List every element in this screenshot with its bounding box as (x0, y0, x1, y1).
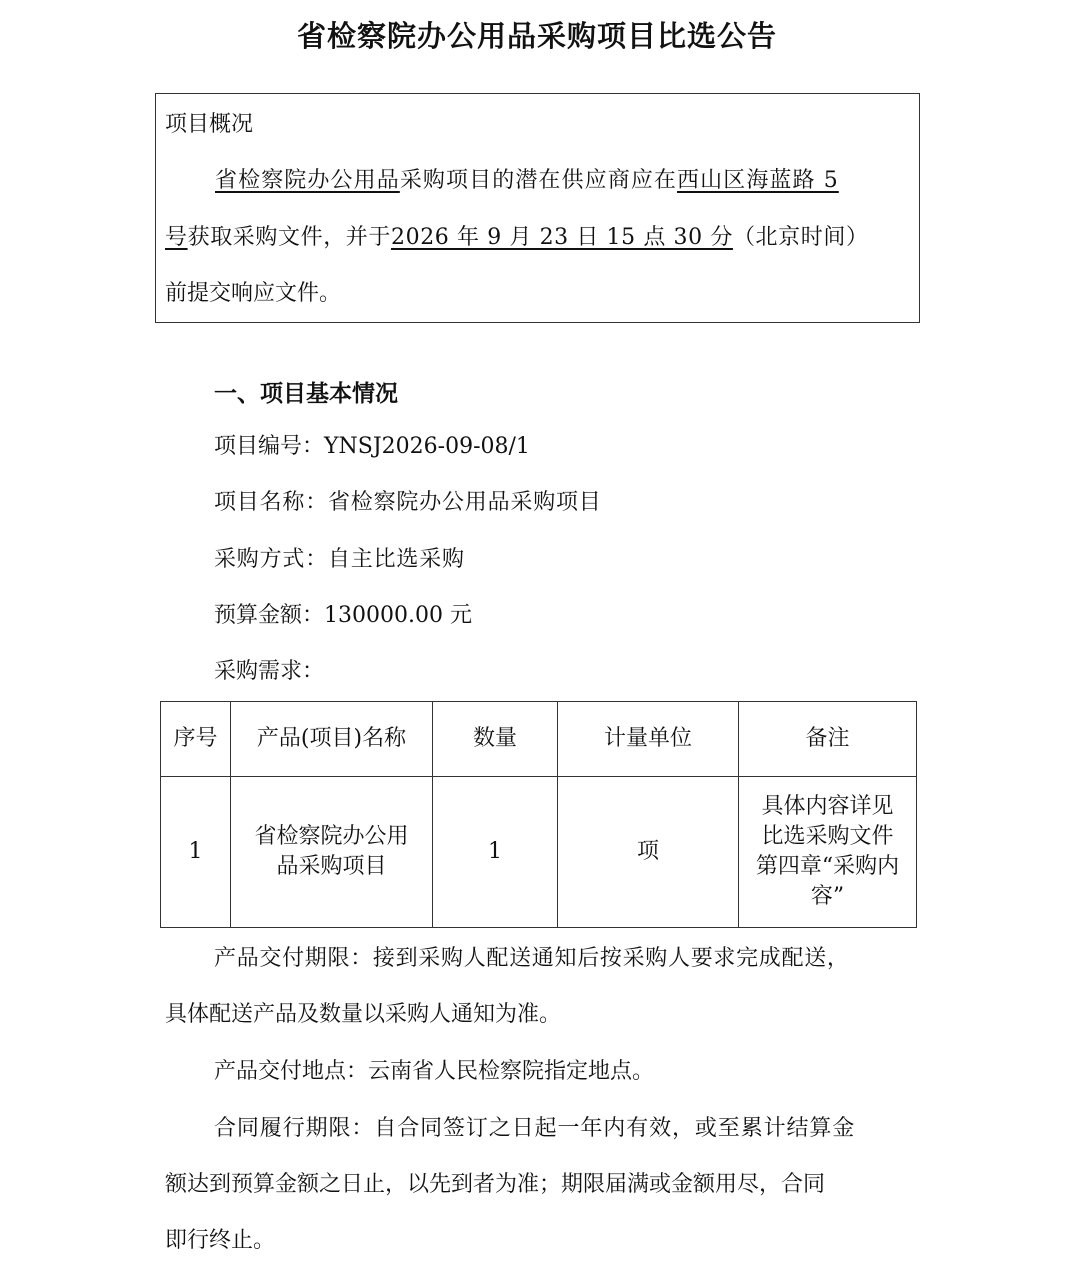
header-unit: 计量单位 (558, 702, 739, 777)
contract-period-line-3: 即行终止。 (165, 1228, 276, 1253)
cell-name: 省检察院办公用品采购项目 (231, 777, 433, 928)
overview-text: 获取采购文件，并于 (187, 225, 392, 250)
overview-timezone: （北京时间） (732, 225, 869, 250)
delivery-place: 产品交付地点：云南省人民检察院指定地点。 (214, 1059, 655, 1084)
contract-period-line-1: 合同履行期限：自合同签订之日起一年内有效，或至累计结算金 (214, 1116, 856, 1141)
overview-heading: 项目概况 (165, 112, 254, 137)
budget-amount: 预算金额：130000.00 元 (214, 603, 472, 628)
section-heading: 一、项目基本情况 (214, 381, 398, 407)
project-number: 项目编号：YNSJ2026-09-08/1 (214, 434, 530, 459)
header-note: 备注 (739, 702, 917, 777)
header-qty: 数量 (433, 702, 558, 777)
page-title: 省检察院办公用品采购项目比选公告 (296, 19, 777, 53)
contract-period-line-2: 额达到预算金额之日止，以先到者为准；期限届满或金额用尽，合同 (165, 1172, 826, 1197)
header-name: 产品(项目)名称 (231, 702, 433, 777)
requirement-table (160, 701, 917, 928)
delivery-period-line-2: 具体配送产品及数量以采购人通知为准。 (165, 1002, 562, 1027)
requirement-label: 采购需求： (214, 659, 325, 684)
overview-line-3: 前提交响应文件。 (165, 281, 342, 306)
overview-address: 西山区海蓝路 5 (677, 168, 839, 193)
overview-text: 采购项目的潜在供应商应在 (399, 168, 678, 193)
project-name: 项目名称：省检察院办公用品采购项目 (214, 490, 602, 515)
delivery-period-line-1: 产品交付期限：接到采购人配送通知后按采购人要求完成配送， (214, 946, 850, 971)
overview-line-2 (165, 223, 869, 253)
procurement-method: 采购方式：自主比选采购 (214, 547, 465, 572)
header-no: 序号 (161, 702, 231, 777)
cell-no: 1 (161, 777, 231, 928)
overview-line-1 (215, 166, 839, 196)
overview-address-end: 号 (165, 225, 188, 250)
cell-qty: 1 (433, 777, 558, 928)
overview-deadline: 2026 年 9 月 23 日 15 点 30 分 (391, 225, 733, 250)
table-header-row (161, 702, 917, 777)
cell-note: 具体内容详见比选采购文件第四章“采购内容” (739, 777, 917, 928)
table-row (161, 777, 917, 928)
cell-unit: 项 (558, 777, 739, 928)
overview-project-name: 省检察院办公用品 (215, 168, 400, 193)
